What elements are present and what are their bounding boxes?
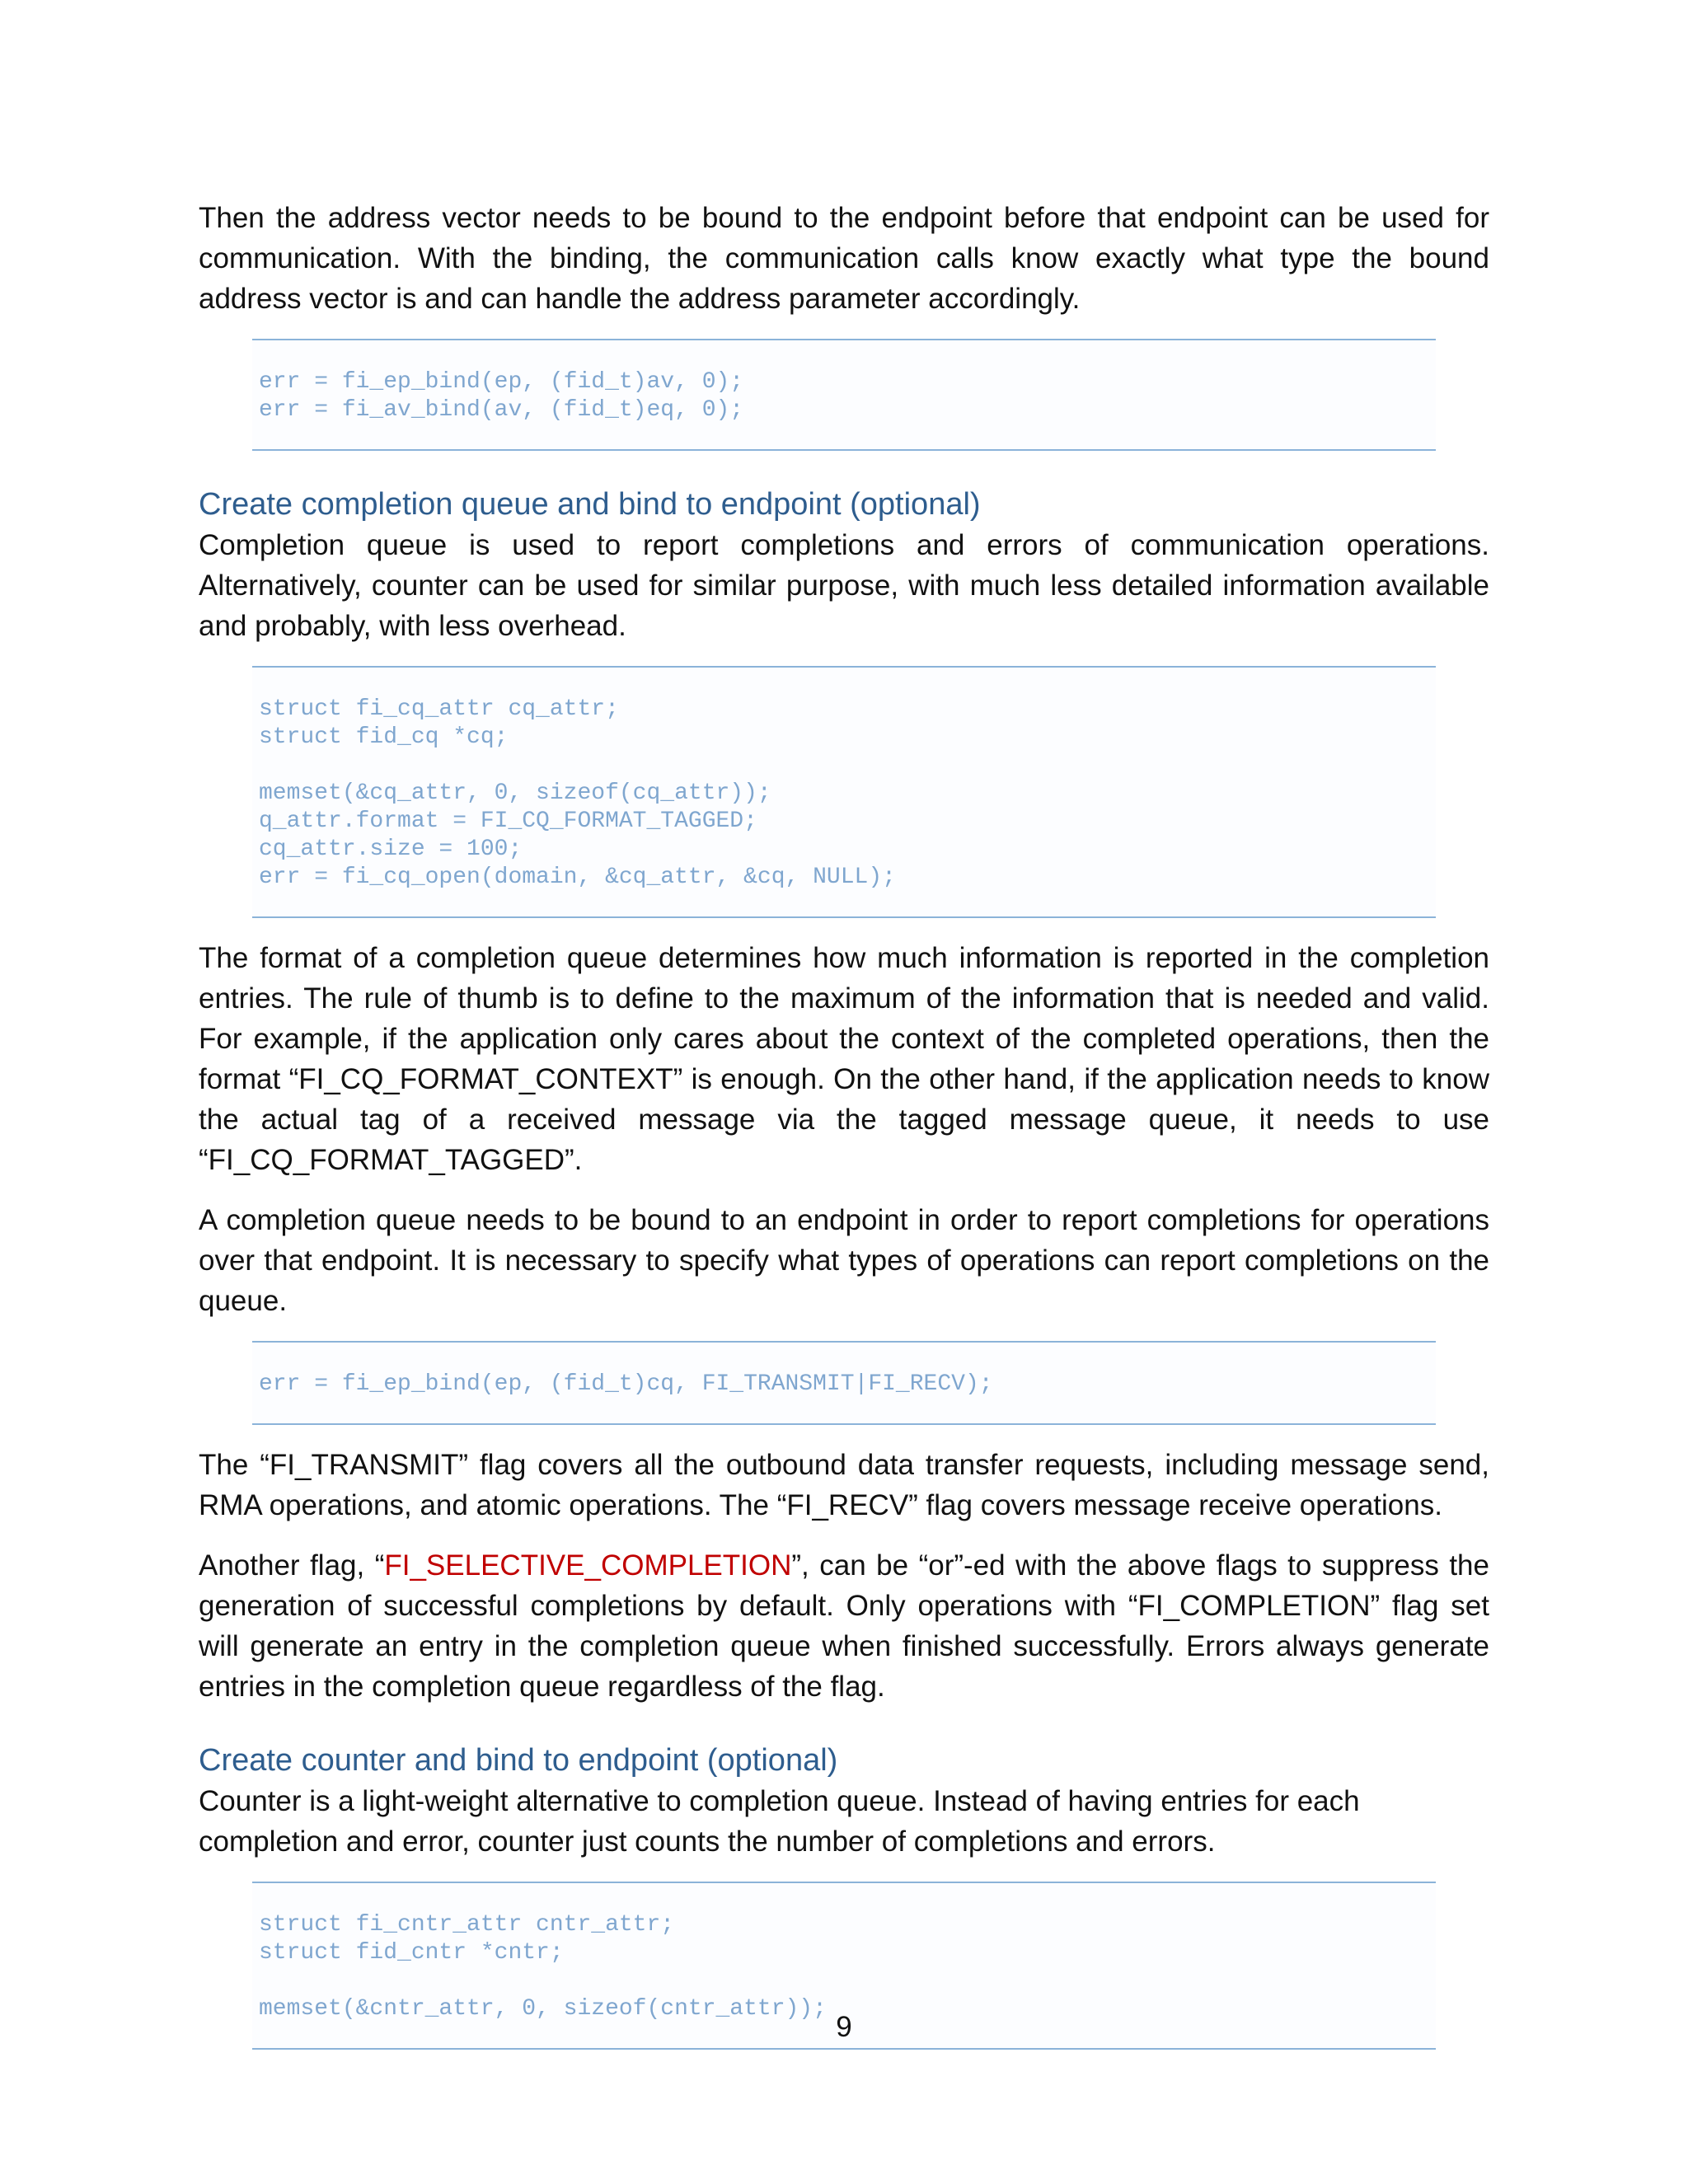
paragraph-cq-bind: A completion queue needs to be bound to an endpoint in order to report completions for operations over that endpoint. It is necessary to specify what types of operations can report completions on the queue. bbox=[199, 1204, 1489, 1317]
paragraph-cq-format: The format of a completion queue determines how much information is reported in the completion entries. The rule of thumb is to define to the maximum of the information that is needed and valid. For example, if the application only cares about the context of the completed operations, then the format “FI_CQ_FORMAT_CONTEXT” is enough. On the other hand, if the application needs to know the actual tag of a received message via the tagged message queue, it needs to use “FI_CQ_FORMAT_TAGGED”. bbox=[199, 942, 1489, 1176]
code-line: err = fi_av_bind(av, (fid_t)eq, 0); bbox=[259, 397, 744, 423]
code-line: memset(&cq_attr, 0, sizeof(cq_attr)); bbox=[259, 780, 771, 806]
paragraph-flags: The “FI_TRANSMIT” flag covers all the outbound data transfer requests, including message send, RMA operations, and atomic operations. The “FI_RECV” flag covers message receive operations. bbox=[199, 1449, 1489, 1521]
code-line: struct fi_cq_attr cq_attr; bbox=[259, 696, 619, 722]
code-line: struct fi_cntr_attr cntr_attr; bbox=[259, 1912, 675, 1938]
code-line: err = fi_ep_bind(ep, (fid_t)av, 0); bbox=[259, 369, 744, 395]
paragraph-cq-intro: Completion queue is used to report completions and errors of communication operations. Alternatively, counter can be used for similar purpose, with much less detailed information available and probably, with less overhead. bbox=[199, 529, 1489, 642]
highlighted-flag-name: FI_SELECTIVE_COMPLETION bbox=[384, 1549, 792, 1582]
code-block-cq-open bbox=[252, 666, 1436, 918]
paragraph-counter-intro: Counter is a light-weight alternative to completion queue. Instead of having entries for each completion and error, counter just counts the number of completions and errors. bbox=[199, 1785, 1360, 1858]
paragraph-av-bind: Then the address vector needs to be bound to the endpoint before that endpoint can be used for communication. With the binding, the communication calls know exactly what type the bound address vector is and can handle the address parameter accordingly. bbox=[199, 202, 1489, 315]
page-number: 9 bbox=[836, 2011, 852, 2043]
code-line: err = fi_cq_open(domain, &cq_attr, &cq, NULL); bbox=[259, 865, 896, 890]
code-line bbox=[259, 752, 1429, 780]
section-heading-completion-queue: Create completion queue and bind to endpoint (optional) bbox=[199, 487, 981, 522]
code-line: struct fid_cq *cq; bbox=[259, 724, 509, 750]
section-heading-counter: Create counter and bind to endpoint (optional) bbox=[199, 1743, 838, 1778]
code-block-av-bind bbox=[252, 339, 1436, 451]
paragraph-text: Another flag, “ bbox=[199, 1549, 385, 1582]
code-line: cq_attr.size = 100; bbox=[259, 837, 523, 862]
code-line: err = fi_ep_bind(ep, (fid_t)cq, FI_TRANSMIT|FI_RECV); bbox=[259, 1371, 993, 1397]
code-line: memset(&cntr_attr, 0, sizeof(cntr_attr)); bbox=[259, 1996, 827, 2022]
paragraph-selective-completion bbox=[199, 1545, 1489, 1707]
code-block-cq-bind bbox=[252, 1341, 1436, 1425]
code-line: q_attr.format = FI_CQ_FORMAT_TAGGED; bbox=[259, 808, 757, 834]
code-line: struct fid_cntr *cntr; bbox=[259, 1940, 564, 1966]
code-line bbox=[259, 1967, 1429, 1995]
paragraph-text: ”, can be “or”-ed with the above flags to suppress the generation of successful completions by default. Only operations with “FI_COMPLETION” flag set will generate an entry in the completion queue when finished successfully. Errors always generate entries in the completion queue regardless of the flag. bbox=[199, 1549, 1489, 1703]
